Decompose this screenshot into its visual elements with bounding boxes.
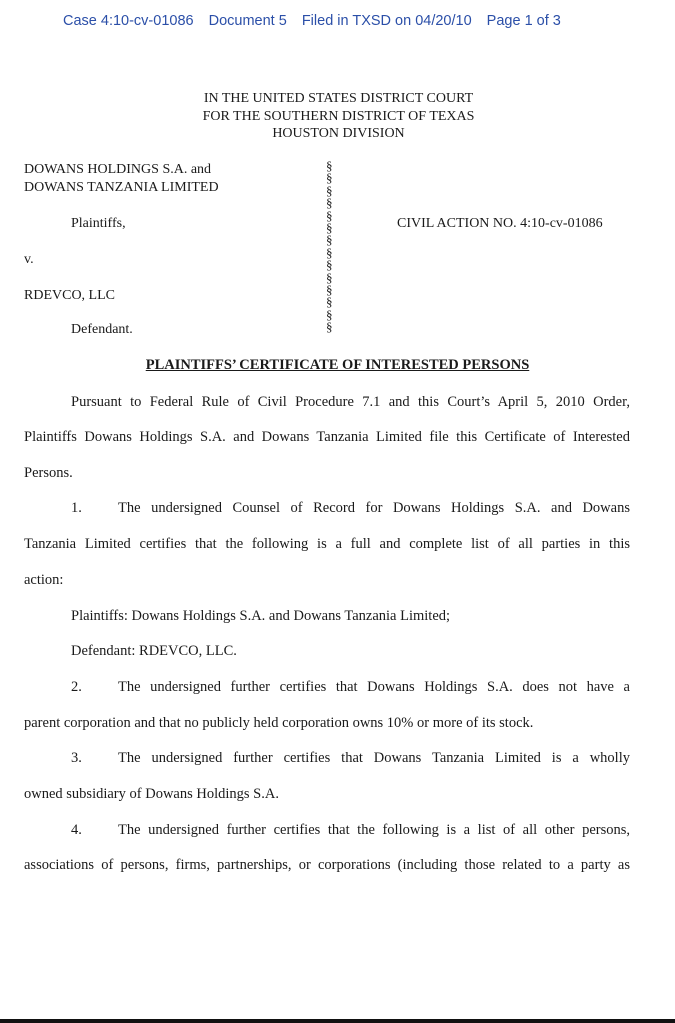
- plaintiffs-list: Plaintiffs: Dowans Holdings S.A. and Dowans Tanzania Limited;: [71, 608, 451, 624]
- section-symbol: §: [326, 232, 333, 248]
- paragraph-number: 1.: [71, 500, 82, 516]
- p3-line-1: The undersigned further certifies that Dowans Tanzania Limited is a wholly: [118, 750, 630, 766]
- paragraph-number: 3.: [71, 750, 82, 766]
- plaintiff-1: DOWANS HOLDINGS S.A. and: [24, 162, 212, 177]
- civil-action-number: CIVIL ACTION NO. 4:10-cv-01086: [397, 216, 603, 231]
- defendant-name: RDEVCO, LLC: [24, 288, 115, 303]
- case-number: Case 4:10-cv-01086: [63, 13, 194, 29]
- plaintiffs-label: Plaintiffs,: [71, 216, 126, 231]
- section-symbol: §: [326, 244, 333, 260]
- plaintiff-2: DOWANS TANZANIA LIMITED: [24, 179, 219, 195]
- section-symbol: §: [326, 319, 333, 335]
- section-symbol: §: [326, 257, 333, 273]
- p1-line-3: action:: [24, 572, 64, 588]
- intro-line-2: Plaintiffs Dowans Holdings S.A. and Dowans Tanzania Limited file this Certificate of Interested: [24, 429, 630, 445]
- paragraph-2: [24, 679, 630, 696]
- p3-line-2: owned subsidiary of Dowans Holdings S.A.: [24, 786, 279, 802]
- page-bottom-border: [0, 1019, 675, 1023]
- paragraph-number: 2.: [71, 679, 82, 695]
- section-symbol: §: [326, 170, 333, 186]
- section-symbol: §: [326, 182, 333, 198]
- defendant-label: Defendant.: [71, 322, 133, 337]
- court-line-2: FOR THE SOUTHERN DISTRICT OF TEXAS: [202, 108, 475, 124]
- p1-line-1: The undersigned Counsel of Record for Dowans Holdings S.A. and Dowans: [118, 500, 630, 516]
- section-symbol: §: [326, 195, 333, 211]
- court-heading: [0, 90, 675, 143]
- p1-line-2: Tanzania Limited certifies that the following is a full and complete list of all parties in this: [24, 536, 630, 552]
- section-symbol: §: [326, 207, 333, 223]
- section-symbol: §: [326, 269, 333, 285]
- section-symbol: §: [326, 294, 333, 310]
- section-symbol: §: [326, 281, 333, 297]
- p4-line-1: The undersigned further certifies that the following is a list of all other persons,: [118, 822, 630, 838]
- p4-line-2: associations of persons, firms, partnerships, or corporations (including those related to a party as: [24, 857, 630, 873]
- paragraph-3: [24, 750, 630, 767]
- p2-line-1: The undersigned further certifies that Dowans Holdings S.A. does not have a: [118, 679, 630, 695]
- versus: v.: [24, 252, 34, 267]
- intro-line-3: Persons.: [24, 465, 73, 481]
- section-symbol: §: [326, 306, 333, 322]
- p2-line-2: parent corporation and that no publicly held corporation owns 10% or more of its stock.: [24, 715, 534, 731]
- section-symbol: §: [326, 219, 333, 235]
- paragraph-number: 4.: [71, 822, 82, 838]
- court-line-3: HOUSTON DIVISION: [272, 126, 405, 141]
- defendant-list: Defendant: RDEVCO, LLC.: [71, 643, 237, 659]
- filed-date: Filed in TXSD on 04/20/10: [301, 13, 472, 29]
- paragraph-1: [24, 500, 630, 517]
- filing-header: [63, 13, 572, 29]
- section-symbol: §: [326, 158, 333, 173]
- section-symbols: [326, 160, 333, 333]
- document-title: PLAINTIFFS’ CERTIFICATE OF INTERESTED PERSONS: [145, 357, 530, 373]
- court-line-1: IN THE UNITED STATES DISTRICT COURT: [203, 91, 474, 106]
- plaintiff-names: [24, 161, 219, 196]
- document-number: Document 5: [208, 13, 287, 29]
- paragraph-4: [24, 822, 630, 839]
- page-number: Page 1 of 3: [486, 13, 561, 29]
- intro-line-1: Pursuant to Federal Rule of Civil Procedure 7.1 and this Court’s April 5, 2010 Order,: [71, 394, 630, 410]
